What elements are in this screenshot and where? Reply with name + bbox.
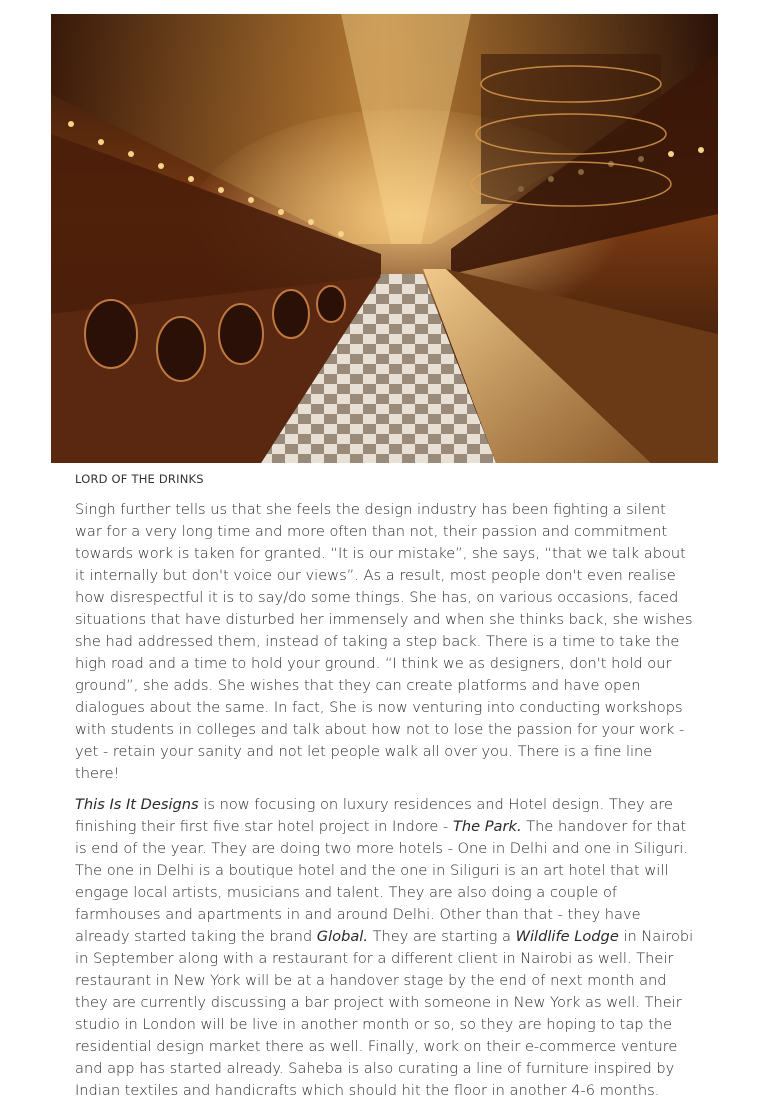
- paragraph-2-text-2: The handover for that is end of the year. They are doing two more hotels - One in Delhi and one in Siliguri. The one in Delhi is a boutique hotel and the one in Siliguri is an art hotel that will engage local artists, musicians and talent. They are also doing a couple of farmhouses and apartments in and around Delhi. Other than that - they have already started taking the brand: [75, 818, 688, 945]
- article-paragraph-2: [75, 794, 697, 1102]
- hotel-name: The Park.: [452, 818, 522, 835]
- restaurant-photo-illustration: [51, 14, 718, 463]
- global-word: Global.: [316, 928, 368, 945]
- photo-caption: LORD OF THE DRINKS: [75, 472, 204, 486]
- paragraph-2-text-1: is now focusing on luxury residences and Hotel design. They are finishing their first five star hotel project in Indore -: [75, 796, 673, 835]
- restaurant-photo: [51, 14, 718, 463]
- brand-name: This Is It Designs: [75, 796, 199, 813]
- lodge-name: Wildlife Lodge: [515, 928, 619, 945]
- paragraph-2-text-4: in Nairobi in September along with a restaurant for a different client in Nairobi as well. Their restaurant in New York will be at a handover stage by the end of next month and they are currently discussing a bar project with someone in New York as well. Their studio in London will be live in another month or so, so they are hoping to tap the residential design market there as well. Finally, work on their e-commerce venture and app has started already. Saheba is also curating a line of furniture inspired by Indian textiles and handicrafts which should hit the floor in another 4-6 months.: [75, 928, 694, 1099]
- article-paragraph-1: Singh further tells us that she feels the design industry has been fighting a silent war for a very long time and more often than not, their passion and commitment towards work is taken for granted. “It is our mistake”, she says, “that we talk about it internally but don't voice our views”. As a result, most people don't even realise how disrespectful it is to say/do some things. She has, on various occasions, faced situations that have disturbed her immensely and when she thinks back, she wishes she had addressed them, instead of taking a step back. There is a time to take the high road and a time to hold your ground. “I think we as designers, don't hold our ground”, she adds. She wishes that they can create platforms and have open dialogues about the same. In fact, She is now venturing into conducting workshops with students in colleges and talk about how not to lose the passion for your work - yet - retain your sanity and not let people walk all over you. There is a fine line there!: [75, 501, 693, 782]
- article-body: [75, 499, 697, 1111]
- paragraph-2-text-3: They are starting a: [367, 928, 516, 945]
